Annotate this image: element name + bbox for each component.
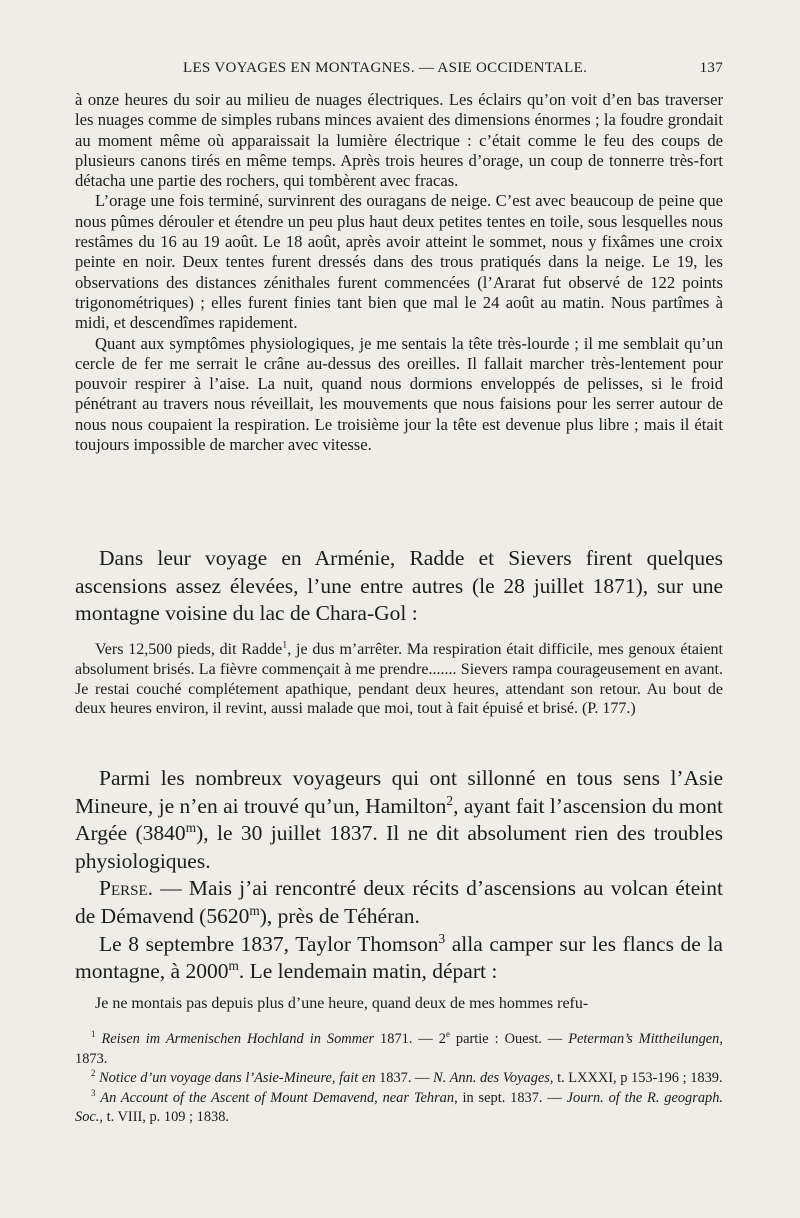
thomson-text-b: alla camper sur les flancs de la montagne, à 2000 xyxy=(75,931,723,984)
unit-metres: m xyxy=(249,902,260,918)
hamilton-text-a: Parmi les nombreux voyageurs qui ont sillonné en tous sens l’Asie Mineure, je n’en ai trouvé qu’un, Hamilton xyxy=(75,766,723,818)
footnote-title: Reisen im Armenischen Hochland in Sommer xyxy=(101,1031,375,1047)
paragraph-thomson xyxy=(75,931,723,986)
footnote-1 xyxy=(75,1030,723,1069)
paragraph-storm: à onze heures du soir au milieu de nuages électriques. Les éclairs qu’on voit d’en bas traverser les nuages comme de simples rubans minces avaient des dimensions énormes ; la foudre grondait au moment même où apparaissait la lumière électrique : c’était comme le feu des coups de plusieurs canons tirés en même temps. Après trois heures d’orage, un coup de tonnerre très-fort détacha une partie des rochers, qui tombèrent avec fracas. xyxy=(75,90,723,191)
footnote-ref-2: 2 xyxy=(446,792,454,808)
unit-metres: m xyxy=(228,958,239,973)
page-number: 137 xyxy=(699,60,723,76)
footnote-journal: Peterman’s Mittheilungen xyxy=(568,1031,720,1047)
paragraph-perse xyxy=(75,875,723,930)
footnote-2 xyxy=(75,1069,723,1089)
hamilton-text-c: ), le 30 juillet 1837. Il ne dit absolument rien des troubles physiologiques. xyxy=(75,821,723,873)
running-title: LES VOYAGES EN MONTAGNES. — ASIE OCCIDENTALE. xyxy=(183,60,588,76)
footnote-journal: N. Ann. des Voyages xyxy=(433,1070,550,1087)
footnote-text: , 1873. xyxy=(75,1031,723,1067)
quote-radde-text-a: Vers 12,500 pieds, dit Radde xyxy=(95,641,283,658)
unit-metres: m xyxy=(185,820,197,836)
footnote-ref-3: 3 xyxy=(438,930,446,946)
footnote-number: 1 xyxy=(91,1029,96,1040)
footnote-number: 3 xyxy=(91,1087,96,1098)
quote-radde-text-b: , je dus m’arrêter. Ma respiration était difficile, mes genoux étaient absolument brisés. La fièvre commençait à me prendre....... Sievers rampa courageusement en avant. Je restai couché complétement apathique, pendant deux heures, attendant son retour. Au bout de deux heures environ, il revint, aussi malade que moi, tout à fait épuisé et brisé. (P. 177.) xyxy=(75,641,723,718)
hamilton-text-b: , ayant fait l’ascension du mont Argée (3840 xyxy=(75,793,724,846)
section-label-perse: Perse. xyxy=(99,876,154,901)
footnote-text: , in sept. 1837. — xyxy=(454,1089,567,1106)
quote-radde xyxy=(75,640,723,719)
footnote-ref-1: 1 xyxy=(282,639,288,651)
main-text-lower xyxy=(75,765,723,986)
footnote-journal: Journ. of the R. geograph. Soc. xyxy=(75,1089,724,1126)
quote-thomson-text: Je ne montais pas depuis plus d’une heure, quand deux de mes hommes refu- xyxy=(95,995,589,1012)
paragraph-armenia xyxy=(75,545,723,628)
thomson-text-a: Le 8 septembre 1837, Taylor Thomson xyxy=(99,931,439,956)
footnote-text: partie : Ouest. — xyxy=(449,1031,569,1047)
perse-text-b: ), près de Téhéran. xyxy=(259,903,420,928)
paragraph-symptoms: Quant aux symptômes physiologiques, je me sentais la tête très-lourde ; il me semblait qu’un cercle de fer me serrait le crâne au-dessus des oreilles. Il fallait marcher très-lentement pour pouvoir respirer à l’aise. La nuit, quand nous dormions enveloppés de pelisses, si le froid pénétrant au travers nous réveillait, les mouvements que nous faisions pour les serrer autour de nous nous coupaient la respiration. Le troisième jour la tête est devenue plus libre ; mais il était toujours impossible de marcher avec vitesse. xyxy=(75,333,723,455)
footnote-text: 1871. — 2 xyxy=(374,1031,446,1047)
footnote-text: 1837. — xyxy=(375,1070,434,1087)
footnote-superscript: e xyxy=(446,1029,450,1040)
paragraph-hamilton xyxy=(75,765,723,875)
perse-text-a: — Mais j’ai rencontré deux récits d’ascensions au volcan éteint de Démavend (5620 xyxy=(75,876,723,928)
footnote-3 xyxy=(75,1089,723,1128)
footnote-title: Notice d’un voyage dans l’Asie-Mineure, fait en xyxy=(99,1070,376,1087)
thomson-text-c: . Le lendemain matin, départ : xyxy=(238,959,498,984)
paragraph-snow-storms: L’orage une fois terminé, survinrent des ouragans de neige. C’est avec beaucoup de peine que nous pûmes dérouler et étendre un peu plus haut deux petites tentes en toile, sous lesquelles nous restâmes du 16 au 19 août. Le 18 août, après avoir atteint le sommet, nous y fixâmes une croix peinte en noir. Deux tentes furent dressés dans des trous pratiqués dans la neige. Le 19, les observations des distances zénithales furent commencées (l’Ararat fut observé de 122 points trigonométriques) ; elles furent finies tant bien que mal le 24 août au matin. Nous partîmes à midi, et descendîmes rapidement. xyxy=(75,191,723,333)
footnote-title: An Account of the Ascent of Mount Demavend, near Tehran xyxy=(100,1089,455,1106)
quote-thomson xyxy=(75,994,723,1014)
footnote-text: , t. VIII, p. 109 ; 1838. xyxy=(99,1109,230,1126)
footnote-text: , t. LXXXI, p 153-196 ; 1839. xyxy=(549,1070,723,1087)
paragraph-armenia-text: Dans leur voyage en Arménie, Radde et Sievers firent quelques ascensions assez élevées, l’une entre autres (le 28 juillet 1871), sur une montagne voisine du lac de Chara-Gol : xyxy=(75,546,723,626)
ararat-account-text xyxy=(75,90,723,455)
footnote-number: 2 xyxy=(91,1068,96,1079)
footnotes xyxy=(75,1030,723,1128)
